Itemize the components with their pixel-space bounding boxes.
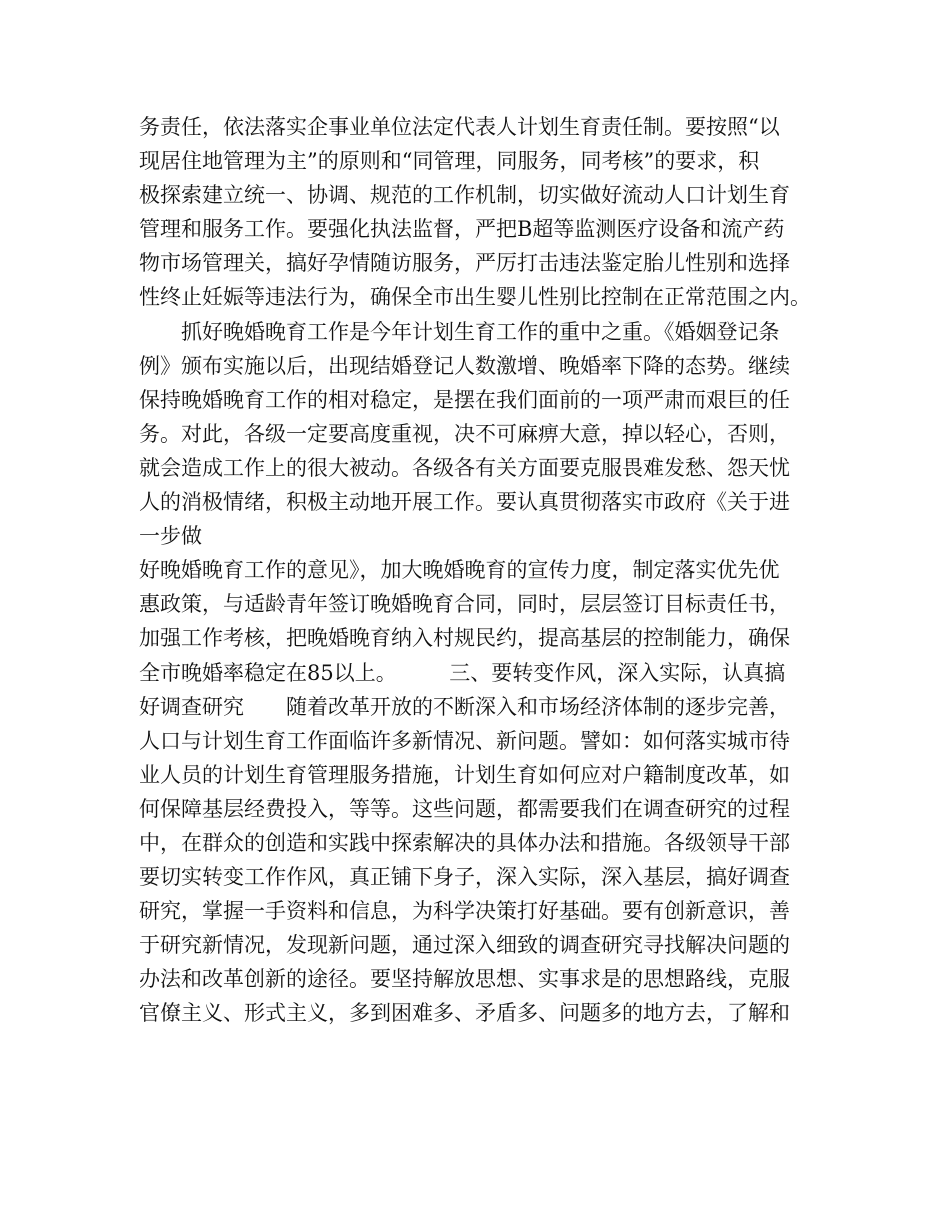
text-line-10: 务。对此，各级一定要高度重视，决不可麻痹大意，掉以轻心，否则， bbox=[139, 421, 790, 446]
text-line-6: 性终止妊娠等违法行为，确保全市出生婴儿性别比控制在正常范围之内。 bbox=[139, 285, 811, 310]
text-line-18: 好调查研究 随着改革开放的不断深入和市场经济体制的逐步完善， bbox=[139, 694, 790, 719]
text-line-22: 中，在群众的创造和实践中探索解决的具体办法和措施。各级领导干部 bbox=[139, 830, 790, 855]
text-line-23: 要切实转变工作作风，真正铺下身子，深入实际，深入基层，搞好调查 bbox=[139, 865, 790, 890]
text-line-1: 务责任，依法落实企事业单位法定代表人计划生育责任制。要按照“以 bbox=[139, 115, 780, 139]
text-line-4: 管理和服务工作。要强化执法监督，严把B超等监测医疗设备和流产药 bbox=[139, 217, 785, 242]
text-line-20: 业人员的计划生育管理服务措施，计划生育如何应对户籍制度改革，如 bbox=[139, 762, 790, 787]
text-line-26: 办法和改革创新的途径。要坚持解放思想、实事求是的思想路线，克服 bbox=[139, 967, 790, 992]
text-line-17: 全市晚婚率稳定在85以上。 三、要转变作风，深入实际，认真搞 bbox=[139, 660, 786, 685]
text-line-11: 就会造成工作上的很大被动。各级各有关方面要克服畏难发愁、怨天忧 bbox=[139, 455, 790, 480]
text-line-27: 官僚主义、形式主义，多到困难多、矛盾多、问题多的地方去，了解和 bbox=[139, 1001, 790, 1026]
text-line-8: 例》颁布实施以后，出现结婚登记人数激增、晚婚率下降的态势。继续 bbox=[139, 353, 790, 378]
text-line-9: 保持晚婚晚育工作的相对稳定，是摆在我们面前的一项严肃而艰巨的任 bbox=[139, 387, 790, 412]
text-line-2: 现居住地管理为主”的原则和“同管理，同服务，同考核”的要求，积 bbox=[139, 149, 760, 174]
text-line-14: 好晚婚晚育工作的意见》，加大晚婚晚育的宣传力度，制定落实优先优 bbox=[139, 558, 780, 583]
text-line-5: 物市场管理关，搞好孕情随访服务，严厉打击违法鉴定胎儿性别和选择 bbox=[139, 251, 790, 276]
text-line-16: 加强工作考核，把晚婚晚育纳入村规民约，提高基层的控制能力，确保 bbox=[139, 626, 790, 651]
text-line-3: 极探索建立统一、协调、规范的工作机制，切实做好流动人口计划生育 bbox=[139, 183, 790, 208]
text-line-15: 惠政策，与适龄青年签订晚婚晚育合同，同时，层层签订目标责任书， bbox=[139, 592, 790, 617]
text-line-21: 何保障基层经费投入，等等。这些问题，都需要我们在调查研究的过程 bbox=[139, 796, 790, 821]
text-line-25: 于研究新情况，发现新问题，通过深入细致的调查研究寻找解决问题的 bbox=[139, 933, 790, 958]
text-line-7: 抓好晚婚晚育工作是今年计划生育工作的重中之重。《婚姻登记条 bbox=[139, 319, 780, 344]
text-line-24: 研究，掌握一手资料和信息，为科学决策打好基础。要有创新意识，善 bbox=[139, 899, 790, 924]
text-line-13: 一步做 bbox=[139, 524, 202, 549]
document-body-text bbox=[139, 110, 839, 1031]
text-line-19: 人口与计划生育工作面临许多新情况、新问题。譬如：如何落实城市待 bbox=[139, 728, 790, 753]
text-line-12: 人的消极情绪，积极主动地开展工作。要认真贯彻落实市政府《关于进 bbox=[139, 490, 790, 515]
